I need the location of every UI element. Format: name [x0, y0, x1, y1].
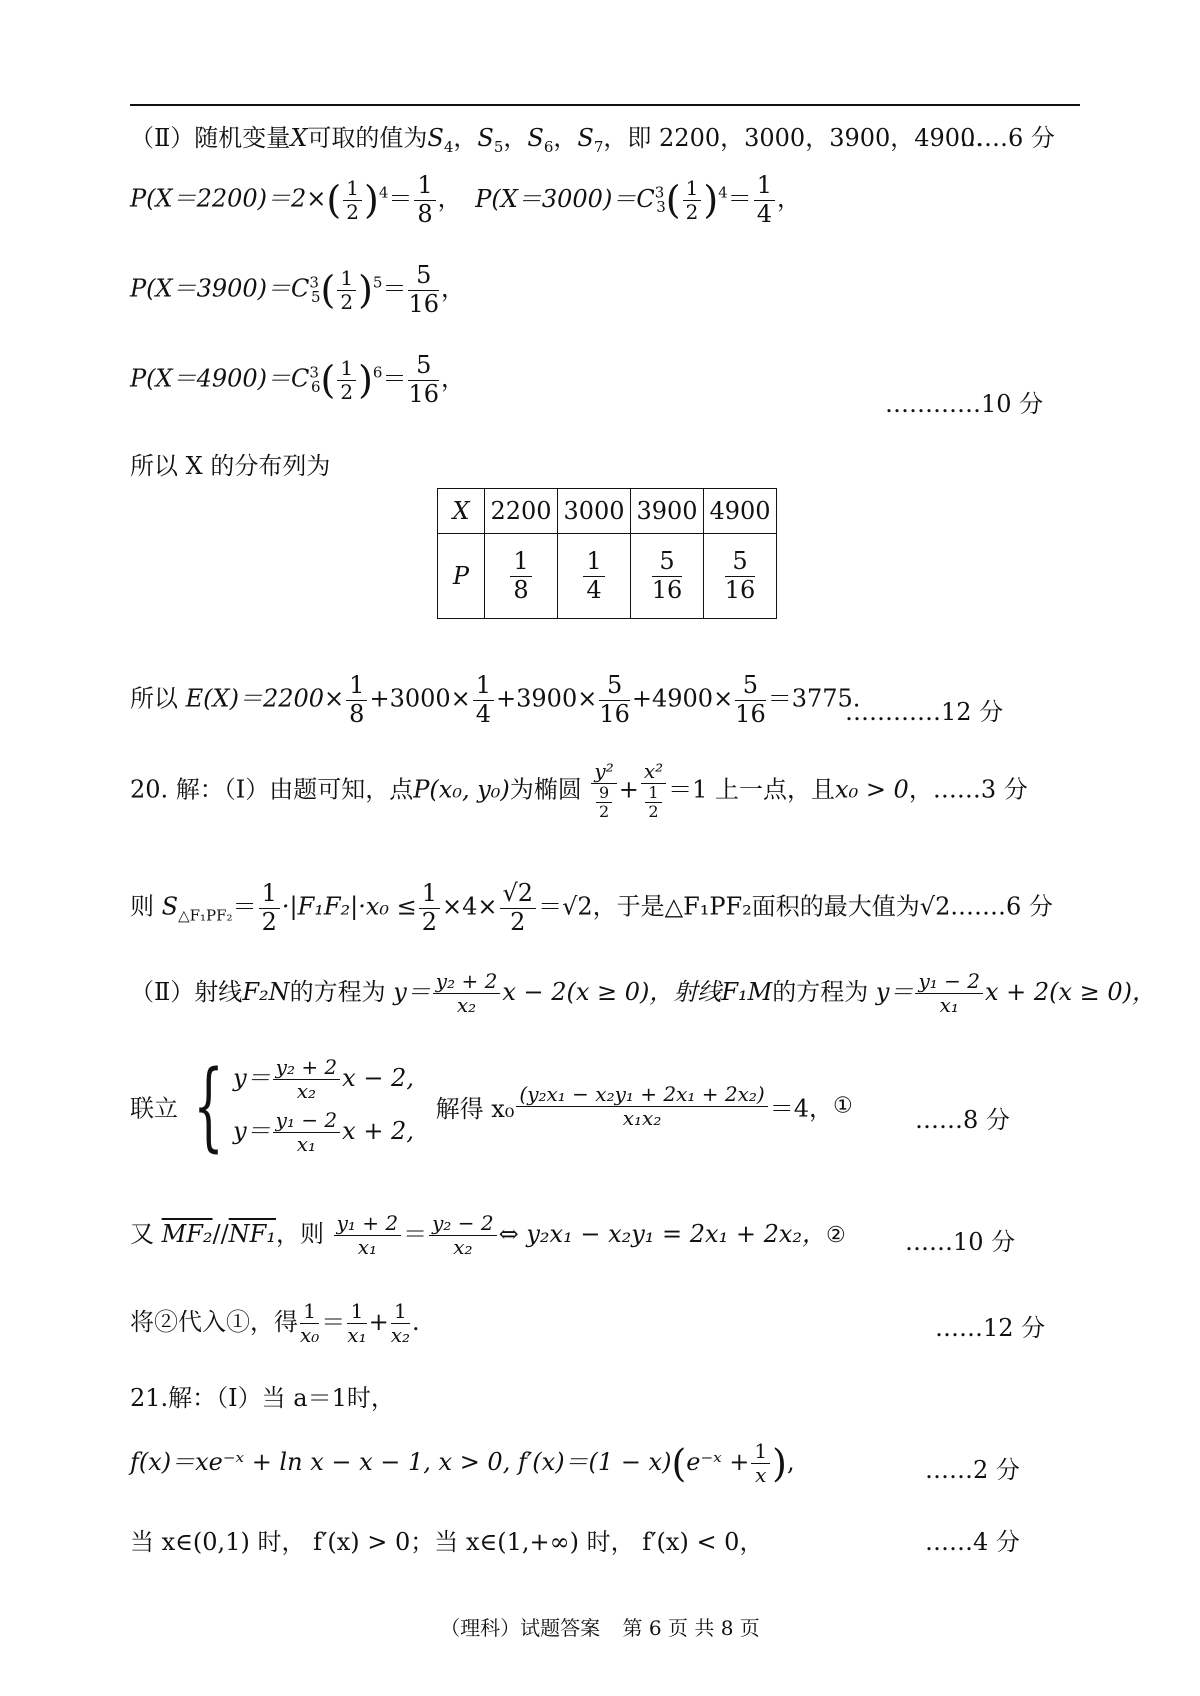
points-10-b: ……10 分	[905, 1228, 1016, 1256]
equation-system: y＝ $\frac{\text{y₂ + 2}}{\text{x₂}}$ x − 2, y＝ $\frac{\text{y₁ − 2}}{\text{x₁}}$ x + 2,	[233, 1055, 414, 1156]
q20-line: 20. 解：（Ⅰ）由题可知，点P(x₀, y₀)为椭圆 $\frac{\text{y²}}{\frac{9}{2}}$ + $\frac{\text{x²}}{\frac{1}{2}}$ ＝1 上一点，且x₀ > 0，……3 分	[130, 759, 1028, 822]
points-2: ……2 分	[925, 1456, 1020, 1484]
prob-line-2200-3000: P(X＝2200)＝2×( $\frac{1}{2}$ )$^4$＝ $\frac{1}{8}$ ， $P(X=3000)=C^3_3$( $\frac{1}{2}$ )$^4$＝ $\frac{1}{4}$ ，	[130, 171, 801, 228]
table-row-p	[438, 534, 777, 619]
points-4: ……4 分	[925, 1528, 1020, 1556]
footer-title: （理科）试题答案	[440, 1616, 601, 1640]
system-line: 联立 { y＝ $\frac{\text{y₂ + 2}}{\text{x₂}}$ x − 2, y＝ $\frac{\text{y₁ − 2}}{\text{x₁}}$ x + 2, 解得 x₀ $\frac{\text{(y₂x₁ − x₂y₁ + 2x₁ + 2x₂)}}{\text{x₁x₂}}$ ＝4，①	[130, 1050, 853, 1162]
table-cell-x: 4900	[704, 489, 777, 534]
points-6: ……6 分	[960, 124, 1055, 152]
left-brace: {	[193, 1050, 224, 1162]
rays-line: （Ⅱ）射线F₂N的方程为 y＝ $\frac{\text{y₂ + 2}}{\text{x₂}}$ x − 2(x ≥ 0)，射线F₁M的方程为 y＝ $\frac{\text{y₁ − 2}}{\text{x₁}}$ x + 2(x ≥ 0)，	[130, 969, 1157, 1017]
part2-header-line: （Ⅱ）随机变量X可取的值为$S_4$，$S_5$，$S_6$，$S_7$，即 2200，3000，3900，4900.	[130, 124, 983, 156]
q21-f-def: f(x)＝xe⁻ˣ + ln x − x − 1, x > 0, f′(x)＝(1 − x)(e⁻ˣ + $\frac{1}{x}$ ),	[130, 1439, 795, 1487]
q21-intro: 21.解：（Ⅰ）当 a＝1时，	[130, 1384, 395, 1412]
table-header-x: X	[438, 489, 485, 534]
table-cell-x: 3900	[631, 489, 704, 534]
dist-intro: 所以 X 的分布列为	[130, 452, 331, 480]
points-12-a: …………12 分	[845, 698, 1004, 726]
substitute-line: 将②代入①，得 $\frac{1}{\text{x₀}}$ ＝ $\frac{1}{\text{x₁}}$ + $\frac{1}{\text{x₂}}$ .	[130, 1299, 420, 1347]
table-cell-p: $\frac{5}{16}$	[704, 534, 777, 619]
expectation-line: 所以 E(X)＝2200× $\frac{1}{8}$ +3000× $\frac{1}{4}$ +3900× $\frac{5}{16}$ +4900× $\frac{5}{16}$ ＝3775.	[130, 671, 861, 728]
table-cell-x: 2200	[485, 489, 558, 534]
table-row-x	[438, 489, 777, 534]
distribution-table	[437, 488, 777, 619]
points-10-a: …………10 分	[885, 390, 1044, 418]
q21-monotonic: 当 x∈(0,1) 时， f′(x) > 0；当 x∈(1,+∞) 时， f′(x) < 0，	[130, 1528, 764, 1556]
table-cell-x: 3000	[558, 489, 631, 534]
table-cell-p: $\frac{1}{8}$	[485, 534, 558, 619]
parallel-line: 又 MF₂//NF₁，则 $\frac{\text{y₁ + 2}}{\text{x₁}}$ ＝ $\frac{\text{y₂ − 2}}{\text{x₂}}$ ⇔ y₂x₁ − x₂y₁ = 2x₁ + 2x₂，②	[130, 1211, 846, 1259]
prob-line-3900: $P(X=3900)=C^3_5$( $\frac{1}{2}$ )$^5$＝ $\frac{5}{16}$ ，	[130, 261, 465, 318]
prob-line-4900: $P(X=4900)=C^3_6$( $\frac{1}{2}$ )$^6$＝ $\frac{5}{16}$ ，	[130, 351, 465, 408]
table-header-p: P	[438, 534, 485, 619]
points-12-b: ……12 分	[935, 1314, 1046, 1342]
footer-page-number: 第 6 页 共 8 页	[622, 1616, 760, 1640]
points-8: ……8 分	[915, 1106, 1010, 1134]
table-cell-p: $\frac{1}{4}$	[558, 534, 631, 619]
area-line: 则 $S_{\triangle F_1PF_2}=$ $\frac{1}{2}$ ·|F₁F₂|·x₀ ≤ $\frac{1}{2}$ ×4× $\frac{√2}{2}$ ＝√2，于是△F₁PF₂面积的最大值为√2.……6 分	[130, 879, 1053, 936]
top-rule	[130, 104, 1080, 106]
table-cell-p: $\frac{5}{16}$	[631, 534, 704, 619]
page-footer	[0, 1612, 1200, 1641]
